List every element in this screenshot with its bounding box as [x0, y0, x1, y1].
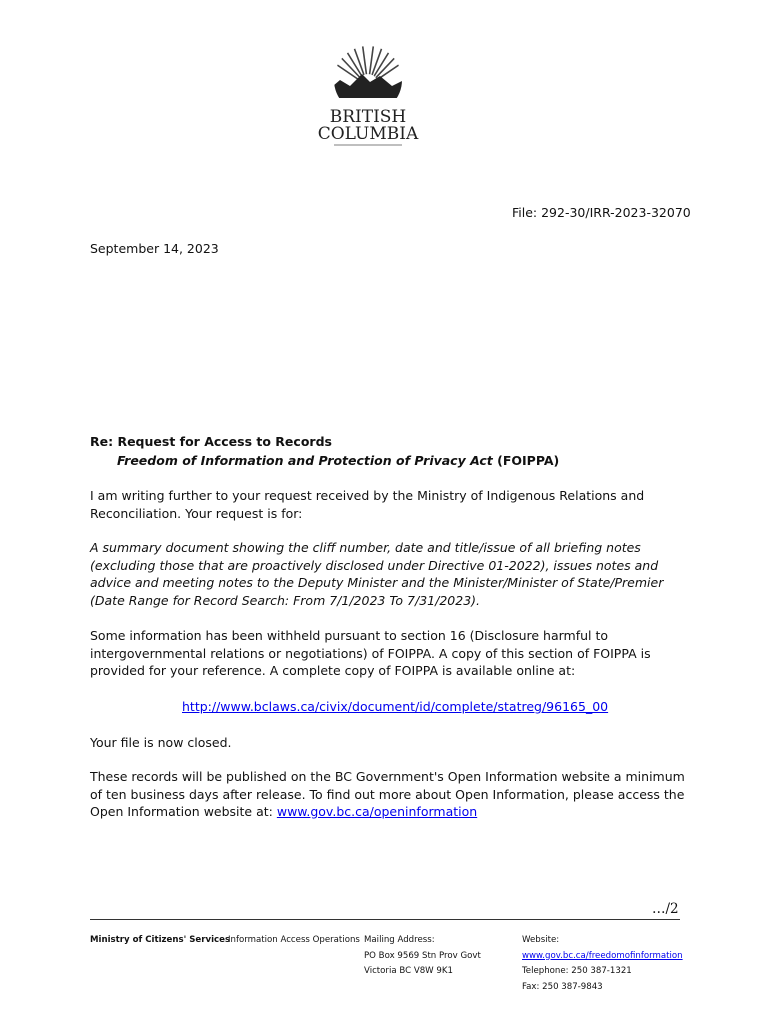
- logo-line1: BRITISH: [329, 107, 407, 127]
- open-info-text: These records will be published on the BC Government's Open Information website a minimum of ten business days after release. To find out more about Open Information, please access the Open Information website at:: [90, 769, 685, 819]
- mailing-label: Mailing Address:: [364, 935, 435, 945]
- foi-website-link[interactable]: www.gov.bc.ca/freedomofinformation: [522, 950, 683, 961]
- mailing-line2: Victoria BC V8W 9K1: [364, 966, 453, 976]
- logo-line2: COLUMBIA: [317, 124, 419, 144]
- bc-government-logo: [312, 44, 424, 148]
- bclaws-link[interactable]: http://www.bclaws.ca/civix/document/id/complete/statreg/96165_00: [182, 699, 609, 714]
- website-label: Website:: [522, 935, 560, 945]
- footer-contact: [522, 933, 683, 995]
- footer-ministry: Ministry of Citizens' Services: [90, 935, 231, 945]
- open-information-paragraph: [90, 768, 690, 821]
- letter-date: September 14, 2023: [90, 241, 219, 256]
- file-closed-paragraph: Your file is now closed.: [90, 735, 232, 750]
- page-continuation: …/2: [652, 901, 679, 917]
- footer-fax: Fax: 250 387-9843: [522, 981, 603, 992]
- footer-mailing-address: [364, 933, 481, 980]
- intro-paragraph: I am writing further to your request received by the Ministry of Indigenous Relations and Reconciliation. Your request is for:: [90, 488, 645, 521]
- bc-logo-emblem: [312, 44, 424, 148]
- mailing-line1: PO Box 9569 Stn Prov Govt: [364, 950, 481, 961]
- subject-line: Re: Request for Access to Records: [90, 434, 332, 449]
- act-name: Freedom of Information and Protection of Privacy Act: [117, 453, 493, 468]
- footer-divider: [90, 919, 680, 920]
- act-abbrev: (FOIPPA): [492, 453, 560, 468]
- subject-act-line: [117, 453, 559, 468]
- withheld-paragraph: Some information has been withheld pursuant to section 16 (Disclosure harmful to intergovernmental relations or negotiations) of FOIPPA. A copy of this section of FOIPPA is provided for your reference. A complete copy of FOIPPA is available online at:: [90, 628, 651, 678]
- footer-office: Information Access Operations: [228, 935, 360, 945]
- file-number: File: 292-30/IRR-2023-32070: [512, 205, 691, 220]
- footer-telephone: Telephone: 250 387-1321: [522, 966, 632, 976]
- open-information-link[interactable]: www.gov.bc.ca/openinformation: [276, 804, 478, 819]
- request-description: A summary document showing the cliff number, date and title/issue of all briefing notes (excluding those that are proactively disclosed under Directive 01-2022), issues notes and advice and meeting notes to the Deputy Minister and the Minister/Minister of State/Premier (Date Range for Record Search: From 7/1/2023 To 7/31/2023).: [90, 540, 664, 608]
